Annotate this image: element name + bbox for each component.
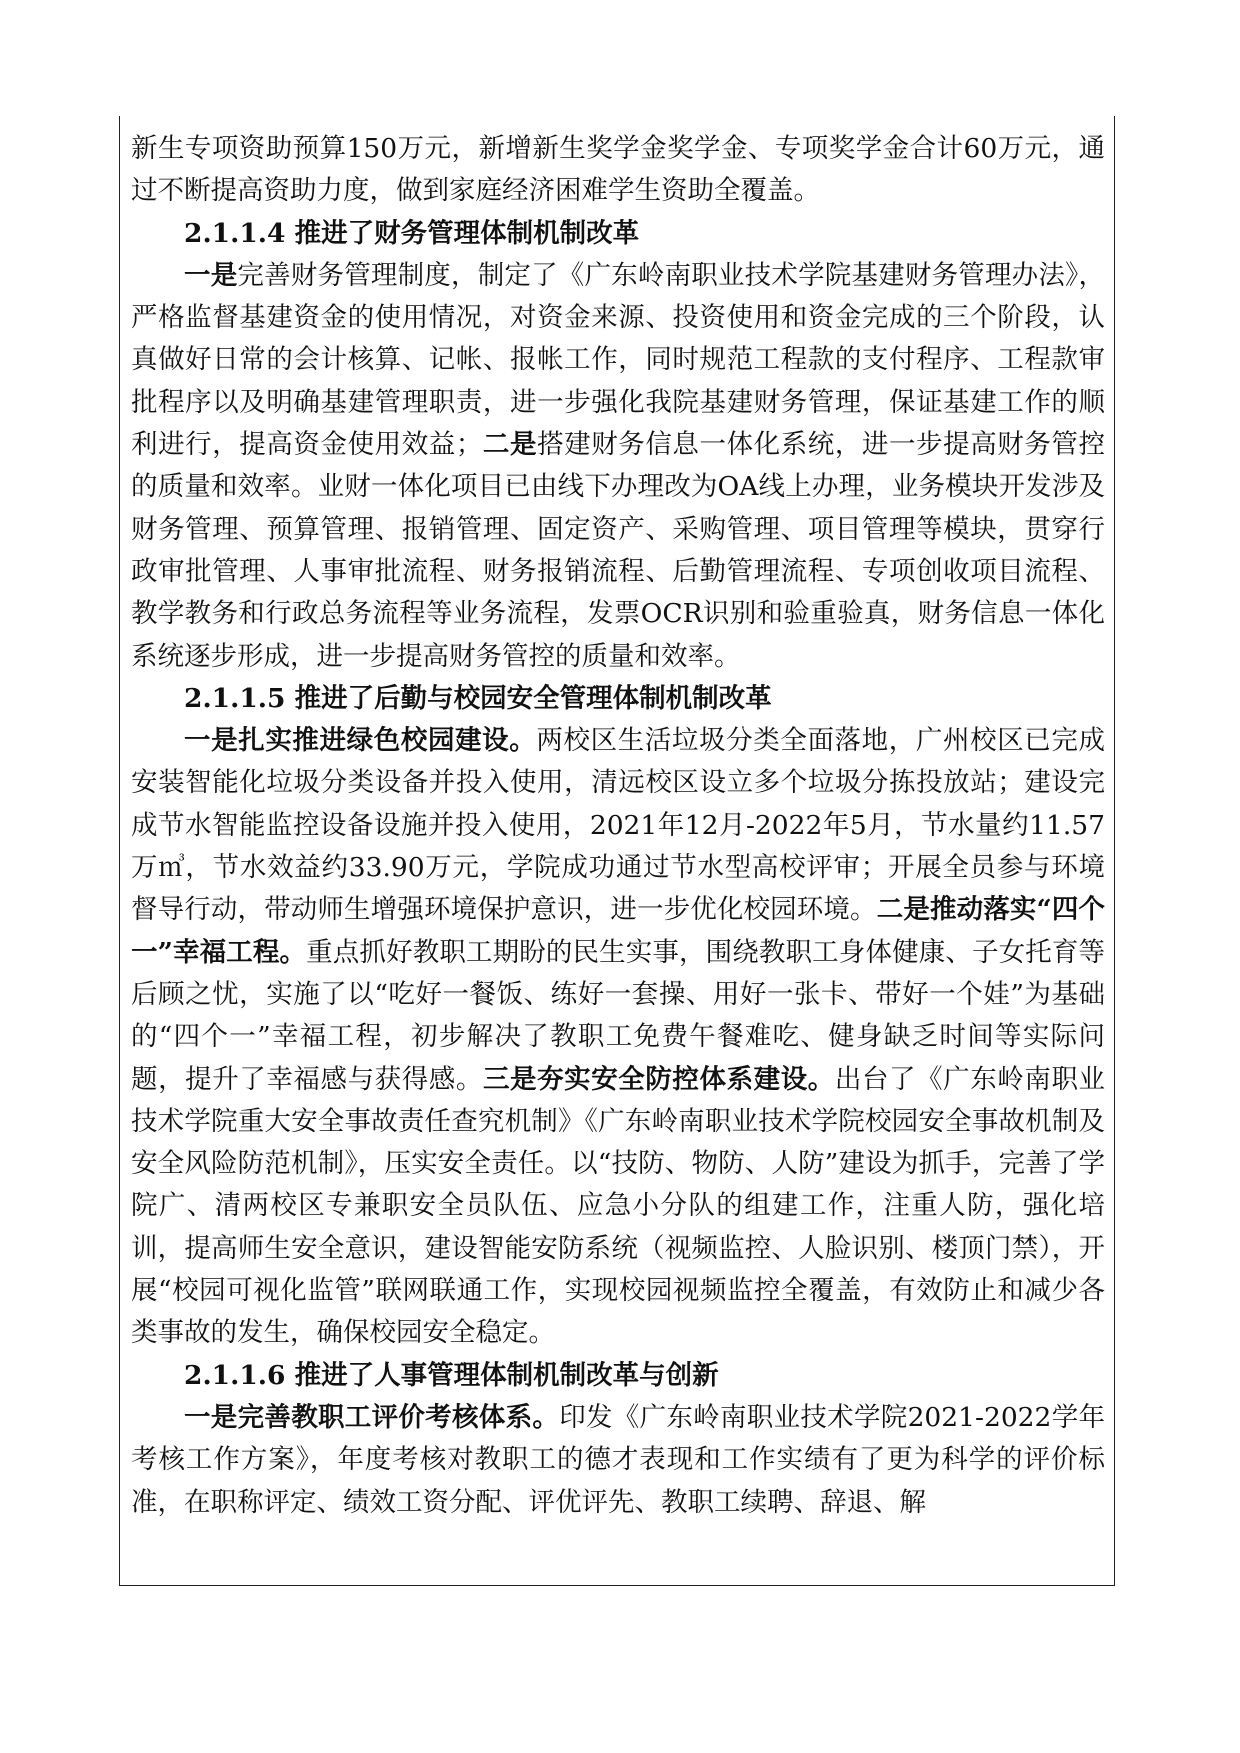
paragraph-hr-reform xyxy=(131,1397,1105,1524)
paragraph-text: 两校区生活垃圾分类全面落地，广州校区已完成安装智能化垃圾分类设备并投入使用，清远校区设立多个垃圾分拣投放站；建设完成节水智能监控设备设施并投入使用，2021年12月-2022年5月，节水量约11.57万㎥，节水效益约33.90万元，学院成功通过节水型高校评审；开展全员参与环境督导行动，带动师生增强环境保护意识，进一步优化校园环境。 xyxy=(131,725,1106,926)
paragraph-continuation xyxy=(131,128,1105,213)
paragraph-text: 出台了《广东岭南职业技术学院重大安全事故责任查究机制》《广东岭南职业技术学院校园安全事故机制及安全风险防范机制》，压实安全责任。以“技防、物防、人防”建设为抓手，完善了学院广、清两校区专兼职安全员队伍、应急小分队的组建工作，注重人防，强化培训，提高师生安全意识，建设智能安防系统（视频监控、人脸识别、楼顶门禁），开展“校园可视化监管”联网联通工作，实现校园视频监控全覆盖，有效防止和减少各类事故的发生，确保校园安全稳定。 xyxy=(131,1063,1106,1349)
heading-text: 2.1.1.6 推进了人事管理体制机制改革与创新 xyxy=(184,1359,719,1391)
lead-phrase: 二是推动落实“四个一”幸福工程。 xyxy=(131,894,1106,968)
lead-phrase: 一是完善教职工评价考核体系。 xyxy=(184,1401,560,1433)
section-heading-2-1-1-6 xyxy=(131,1355,1105,1397)
paragraph-text: 新生专项资助预算150万元，新增新生奖学金奖学金、专项奖学金合计60万元，通过不断提高资助力度，做到家庭经济困难学生资助全覆盖。 xyxy=(131,133,1105,207)
paragraph-text: 重点抓好教职工期盼的民生实事，围绕教职工身体健康、子女托育等后顾之忧，实施了以“吃好一餐饭、练好一套操、用好一张卡、带好一个娃”为基础的“四个一”幸福工程，初步解决了教职工免费午餐难吃、健身缺乏时间等实际问题，提升了幸福感与获得感。 xyxy=(131,936,1105,1095)
heading-text: 2.1.1.4 推进了财务管理体制机制改革 xyxy=(184,217,640,249)
paragraph-text: 完善财务管理制度，制定了《广东岭南职业技术学院基建财务管理办法》，严格监督基建资金的使用情况，对资金来源、投资使用和资金完成的三个阶段，认真做好日常的会计核算、记帐、报帐工作，同时规范工程款的支付程序、工程款审批程序以及明确基建管理职责，进一步强化我院基建财务管理，保证基建工作的顺利进行，提高资金使用效益； xyxy=(131,259,1106,461)
document-body xyxy=(131,128,1105,1524)
paragraph-text: 搭建财务信息一体化系统，进一步提高财务管控的质量和效率。业财一体化项目已由线下办理改为OA线上办理，业务模块开发涉及财务管理、预算管理、报销管理、固定资产、采购管理、项目管理等模块，贯穿行政审批管理、人事审批流程、财务报销流程、后勤管理流程、专项创收项目流程、教学教务和行政总务流程等业务流程，发票OCR识别和验重验真，财务信息一体化系统逐步形成，进一步提高财务管控的质量和效率。 xyxy=(131,429,1106,672)
lead-phrase: 一是 xyxy=(184,259,238,291)
heading-text: 2.1.1.5 推进了后勤与校园安全管理体制机制改革 xyxy=(184,682,772,714)
paragraph-finance-reform xyxy=(131,255,1105,678)
section-heading-2-1-1-5 xyxy=(131,678,1105,720)
paragraph-logistics-safety xyxy=(131,720,1105,1354)
lead-phrase: 三是夯实安全防控体系建设。 xyxy=(482,1063,835,1095)
paragraph-text: 印发《广东岭南职业技术学院2021-2022学年考核工作方案》，年度考核对教职工的德才表现和工作实绩有了更为科学的评价标准，在职称评定、绩效工资分配、评优评先、教职工续聘、辞退、解 xyxy=(131,1401,1105,1518)
section-heading-2-1-1-4 xyxy=(131,213,1105,255)
lead-phrase: 二是 xyxy=(482,429,538,461)
lead-phrase: 一是扎实推进绿色校园建设。 xyxy=(184,725,537,757)
